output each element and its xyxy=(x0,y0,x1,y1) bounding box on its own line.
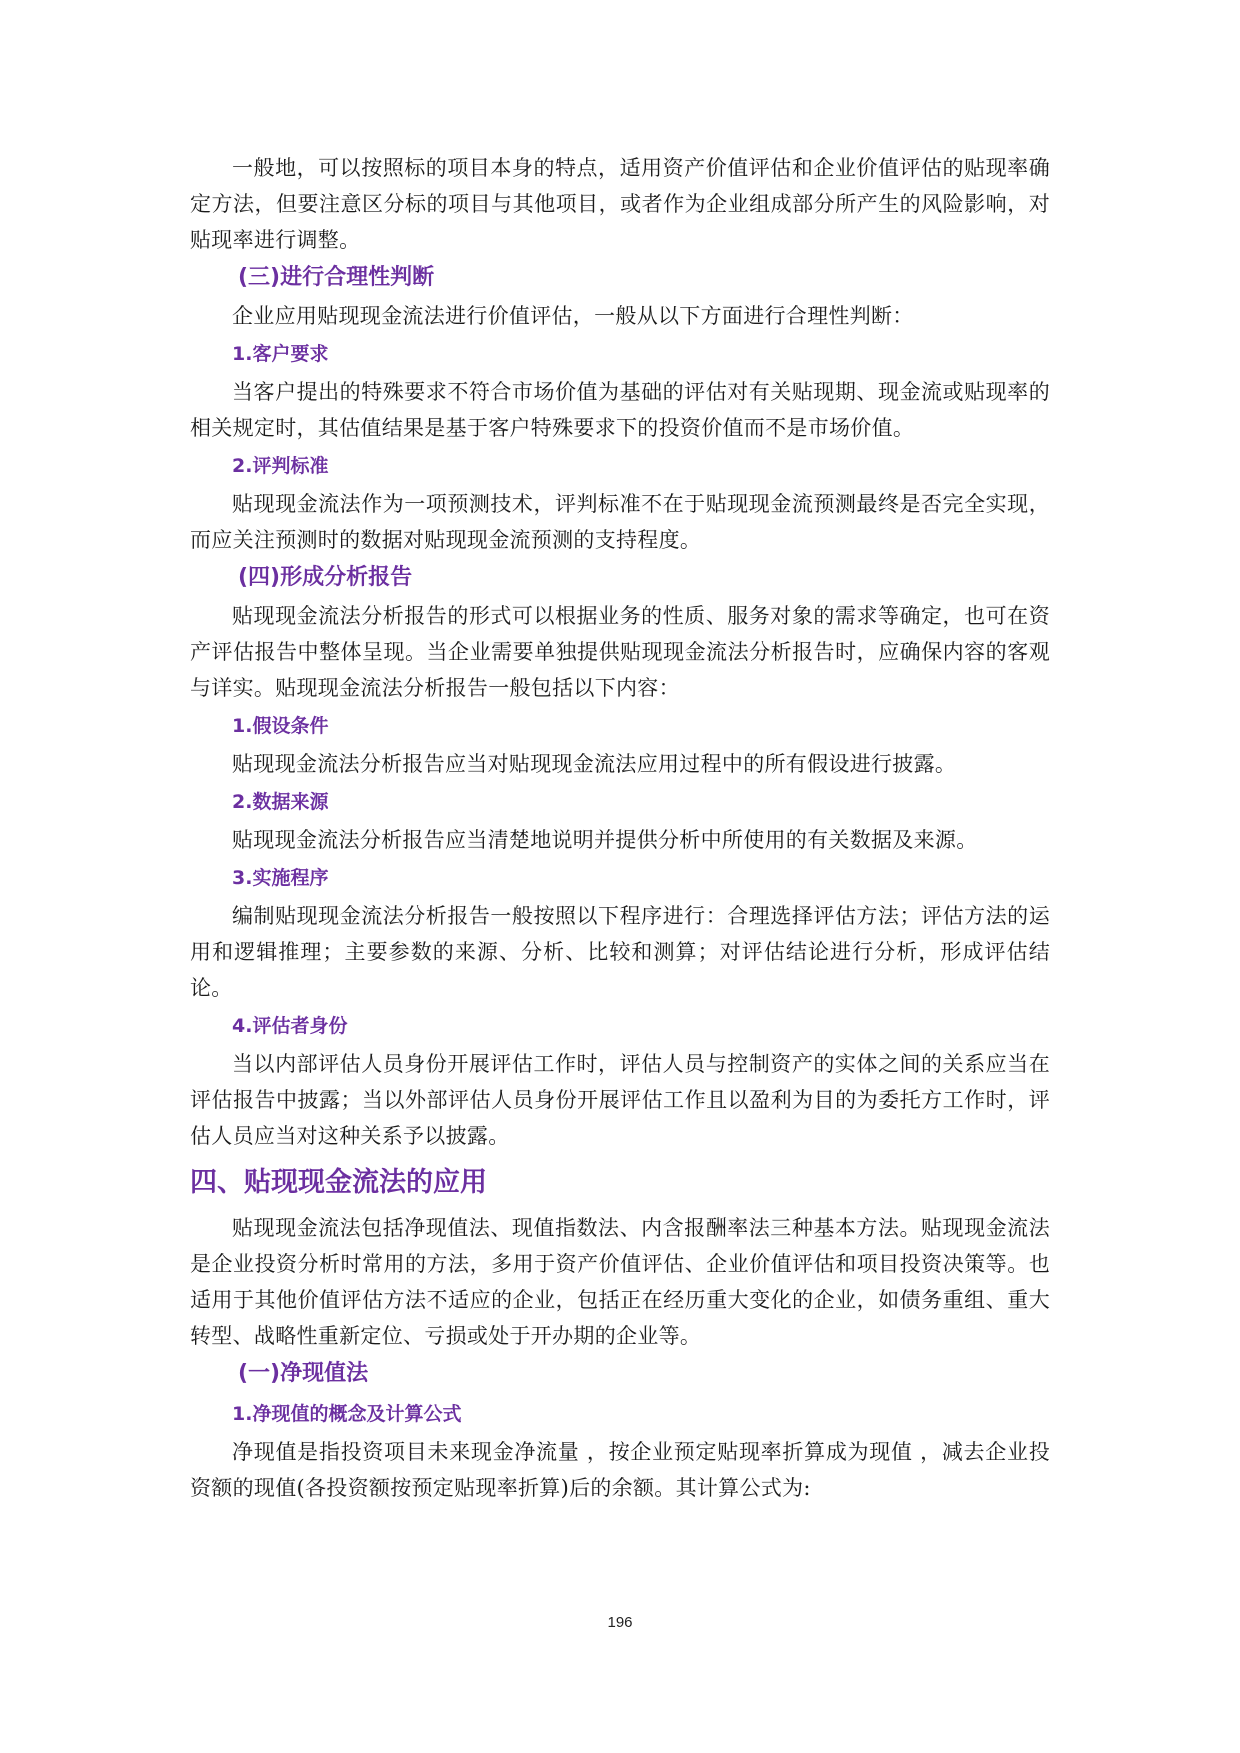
client-requirements-paragraph: 当客户提出的特殊要求不符合市场价值为基础的评估对有关贴现期、现金流或贴现率的相关规定时，其估值结果是基于客户特殊要求下的投资价值而不是市场价值。 xyxy=(190,380,1050,440)
subheading-npv-concept: 1.净现值的概念及计算公式 xyxy=(232,1403,462,1425)
document-body xyxy=(190,150,1050,1506)
subheading-judgment-criteria: 2.评判标准 xyxy=(232,455,329,477)
section-heading-analysis-report: (四)形成分析报告 xyxy=(238,565,413,590)
analysis-report-paragraph: 贴现现金流法分析报告的形式可以根据业务的性质、服务对象的需求等确定，也可在资产评估报告中整体呈现。当企业需要单独提供贴现现金流法分析报告时，应确保内容的客观与详实。贴现现金流法分析报告一般包括以下内容： xyxy=(190,604,1050,700)
procedures-paragraph: 编制贴现现金流法分析报告一般按照以下程序进行：合理选择评估方法；评估方法的运用和逻辑推理；主要参数的来源、分析、比较和测算；对评估结论进行分析，形成评估结论。 xyxy=(190,904,1050,1000)
section-heading-npv: (一)净现值法 xyxy=(238,1361,369,1386)
dcf-application-paragraph: 贴现现金流法包括净现值法、现值指数法、内含报酬率法三种基本方法。贴现现金流法是企业投资分析时常用的方法，多用于资产价值评估、企业价值评估和项目投资决策等。也适用于其他价值评估方法不适应的企业，包括正在经历重大变化的企业，如债务重组、重大转型、战略性重新定位、亏损或处于开办期的企业等。 xyxy=(190,1216,1050,1348)
npv-concept-paragraph: 净现值是指投资项目未来现金净流量 ，按企业预定贴现率折算成为现值 ，减去企业投资额的现值(各投资额按预定贴现率折算)后的余额。其计算公式为: xyxy=(190,1440,1050,1500)
intro-paragraph: 一般地，可以按照标的项目本身的特点，适用资产价值评估和企业价值评估的贴现率确定方法，但要注意区分标的项目与其他项目，或者作为企业组成部分所产生的风险影响，对贴现率进行调整。 xyxy=(190,156,1050,252)
page-number: 196 xyxy=(607,1614,633,1631)
judgment-criteria-paragraph: 贴现现金流法作为一项预测技术，评判标准不在于贴现现金流预测最终是否完全实现，而应关注预测时的数据对贴现现金流预测的支持程度。 xyxy=(190,492,1050,552)
subheading-assumptions: 1.假设条件 xyxy=(232,715,329,737)
section-heading-reasonableness: (三)进行合理性判断 xyxy=(238,265,435,290)
subheading-client-requirements: 1.客户要求 xyxy=(232,343,329,365)
section-reasonableness-paragraph: 企业应用贴现现金流法进行价值评估，一般从以下方面进行合理性判断： xyxy=(232,304,914,328)
subheading-data-sources: 2.数据来源 xyxy=(232,791,329,813)
data-sources-paragraph: 贴现现金流法分析报告应当清楚地说明并提供分析中所使用的有关数据及来源。 xyxy=(232,828,978,852)
subheading-evaluator-identity: 4.评估者身份 xyxy=(232,1015,348,1037)
assumptions-paragraph: 贴现现金流法分析报告应当对贴现现金流法应用过程中的所有假设进行披露。 xyxy=(232,752,957,776)
subheading-procedures: 3.实施程序 xyxy=(232,867,329,889)
evaluator-identity-paragraph: 当以内部评估人员身份开展评估工作时，评估人员与控制资产的实体之间的关系应当在评估报告中披露；当以外部评估人员身份开展评估工作且以盈利为目的为委托方工作时，评估人员应当对这种关系予以披露。 xyxy=(190,1052,1050,1148)
chapter-heading-dcf-application: 四、贴现现金流法的应用 xyxy=(190,1167,487,1198)
